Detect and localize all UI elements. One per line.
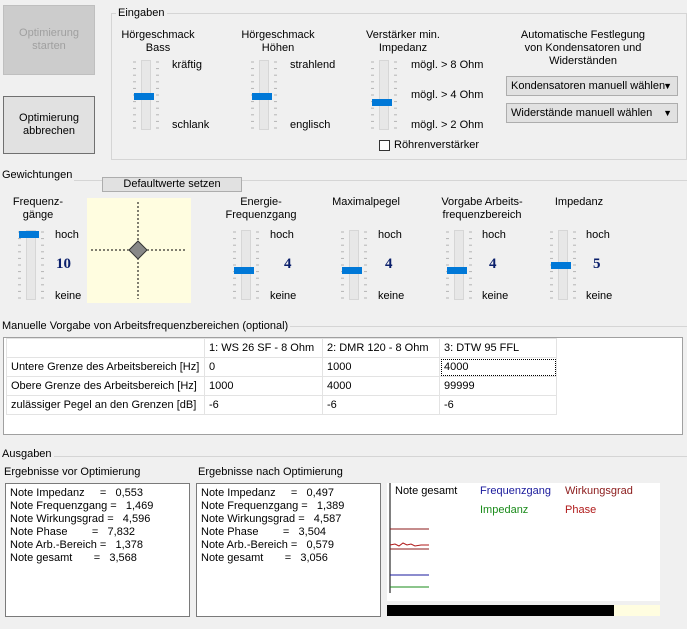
- widerstaende-select-value: Widerstände manuell wählen: [511, 107, 653, 119]
- ausgaben-title: Ausgaben: [2, 448, 52, 460]
- hoehen-title: Hörgeschmack Höhen: [241, 29, 315, 54]
- maximal-bottom-label: keine: [378, 290, 405, 302]
- vorgabe-value: 4: [489, 256, 497, 272]
- table-header-cell: 2: DMR 120 - 8 Ohm: [323, 339, 440, 358]
- impedanz-slider-thumb[interactable]: [551, 262, 571, 269]
- verstaerker-slider[interactable]: [371, 60, 397, 130]
- table-header-cell: [7, 339, 205, 358]
- table-cell[interactable]: 1000: [323, 358, 440, 377]
- table-cell[interactable]: -6: [205, 396, 323, 415]
- energie-value: 4: [284, 256, 292, 272]
- impedanz-title: Impedanz: [554, 196, 604, 208]
- table-row: [7, 396, 557, 415]
- hoehen-top-label: strahlend: [290, 59, 336, 71]
- vorgabe-slider[interactable]: [446, 230, 472, 300]
- frequenz-bottom-label: keine: [55, 290, 82, 302]
- bass-bottom-label: schlank: [172, 119, 210, 131]
- vorgabe-title: Vorgabe Arbeits- frequenzbereich: [441, 196, 523, 221]
- widerstaende-select[interactable]: [506, 103, 678, 123]
- vor-title: Ergebnisse vor Optimierung: [4, 466, 141, 478]
- table-cell[interactable]: 4000: [440, 358, 557, 377]
- manuell-table: [6, 338, 557, 415]
- impedanz-slider[interactable]: [550, 230, 576, 300]
- table-cell[interactable]: 0: [205, 358, 323, 377]
- weighting-pad[interactable]: [87, 198, 191, 303]
- eingaben-title: Eingaben: [118, 7, 165, 19]
- hoehen-slider-thumb[interactable]: [252, 93, 272, 100]
- ausgaben-divider: [0, 456, 687, 457]
- legend-gesamt: Note gesamt: [395, 485, 458, 497]
- table-cell[interactable]: 4000: [323, 377, 440, 396]
- roehren-checkbox[interactable]: [379, 140, 390, 151]
- vorgabe-bottom-label: keine: [482, 290, 509, 302]
- nach-title: Ergebnisse nach Optimierung: [198, 466, 343, 478]
- manuell-title: Manuelle Vorgabe von Arbeitsfrequenzbereichen (optional): [2, 320, 289, 332]
- abort-optimization-button[interactable]: Optimierung abbrechen: [3, 96, 95, 154]
- row-label: Obere Grenze des Arbeitsbereich [Hz]: [7, 377, 205, 396]
- maximal-slider[interactable]: [341, 230, 367, 300]
- verstaerker-slider-thumb[interactable]: [372, 99, 392, 106]
- progress-chart-svg: [387, 483, 660, 601]
- roehren-label: Röhrenverstärker: [394, 139, 479, 151]
- frequenz-title: Frequenz- gänge: [12, 196, 64, 221]
- frequenz-slider[interactable]: [18, 230, 44, 300]
- energie-slider[interactable]: [233, 230, 259, 300]
- legend-wirkung: Wirkungsgrad: [565, 485, 633, 497]
- impedanz-value: 5: [593, 256, 601, 272]
- vorgabe-top-label: hoch: [482, 229, 506, 241]
- hoehen-slider[interactable]: [251, 60, 277, 130]
- maximal-value: 4: [385, 256, 393, 272]
- table-header-cell: 1: WS 26 SF - 8 Ohm: [205, 339, 323, 358]
- table-cell[interactable]: 1000: [205, 377, 323, 396]
- auto-title: Automatische Festlegung von Kondensatoren und Widerständen: [520, 29, 646, 67]
- kondensatoren-select-value: Kondensatoren manuell wählen: [511, 80, 666, 92]
- progress-chart: [387, 483, 660, 601]
- optimization-progress-fill: [387, 605, 614, 616]
- frequenz-value: 10: [56, 256, 71, 272]
- row-label: Untere Grenze des Arbeitsbereich [Hz]: [7, 358, 205, 377]
- table-cell[interactable]: -6: [323, 396, 440, 415]
- bass-slider[interactable]: [133, 60, 159, 130]
- table-cell[interactable]: 99999: [440, 377, 557, 396]
- maximal-slider-thumb[interactable]: [342, 267, 362, 274]
- vorgabe-slider-thumb[interactable]: [447, 267, 467, 274]
- chevron-down-icon: ▼: [663, 108, 672, 118]
- table-header-row: [7, 339, 557, 358]
- kondensatoren-select[interactable]: [506, 76, 678, 96]
- chevron-down-icon: ▼: [663, 81, 672, 91]
- impedanz-top-label: hoch: [586, 229, 610, 241]
- maximal-top-label: hoch: [378, 229, 402, 241]
- gewichtungen-title: Gewichtungen: [2, 169, 73, 181]
- table-row: [7, 377, 557, 396]
- start-optimization-button[interactable]: Optimierung starten: [3, 5, 95, 75]
- verstaerker-title: Verstärker min. Impedanz: [366, 29, 440, 54]
- verstaerker-mid-label: mögl. > 4 Ohm: [411, 89, 484, 101]
- hoehen-bottom-label: englisch: [290, 119, 331, 131]
- bass-title: Hörgeschmack Bass: [121, 29, 195, 54]
- frequenz-top-label: hoch: [55, 229, 79, 241]
- energie-bottom-label: keine: [270, 290, 297, 302]
- verstaerker-top-label: mögl. > 8 Ohm: [411, 59, 484, 71]
- table-cell[interactable]: -6: [440, 396, 557, 415]
- verstaerker-bottom-label: mögl. > 2 Ohm: [411, 119, 484, 131]
- nach-results-box[interactable]: Note Impedanz = 0,497 Note Frequenzgang = 1,389 Note Wirkungsgrad = 4,587 Note Phase = 3,504 Note Arb.-Bereich = 0,579 Note gesamt = 3,056: [196, 483, 381, 617]
- frequenz-slider-thumb[interactable]: [19, 231, 39, 238]
- impedanz-bottom-label: keine: [586, 290, 613, 302]
- table-header-cell: 3: DTW 95 FFL: [440, 339, 557, 358]
- bass-top-label: kräftig: [172, 59, 202, 71]
- table-row: [7, 358, 557, 377]
- default-values-button[interactable]: Defaultwerte setzen: [102, 177, 242, 192]
- energie-title: Energie- Frequenzgang: [225, 196, 297, 221]
- maximal-title: Maximalpegel: [332, 196, 400, 208]
- legend-phase: Phase: [565, 504, 597, 516]
- optimization-progress-bar: [387, 605, 660, 616]
- legend-frequenz: Frequenzgang: [480, 485, 551, 497]
- row-label: zulässiger Pegel an den Grenzen [dB]: [7, 396, 205, 415]
- bass-slider-thumb[interactable]: [134, 93, 154, 100]
- energie-top-label: hoch: [270, 229, 294, 241]
- crosshair-icon: [87, 198, 191, 303]
- vor-results-box[interactable]: Note Impedanz = 0,553 Note Frequenzgang = 1,469 Note Wirkungsgrad = 4,596 Note Phase = 7,832 Note Arb.-Bereich = 1,378 Note gesamt = 3,568: [5, 483, 190, 617]
- energie-slider-thumb[interactable]: [234, 267, 254, 274]
- legend-impedanz: Impedanz: [480, 504, 529, 516]
